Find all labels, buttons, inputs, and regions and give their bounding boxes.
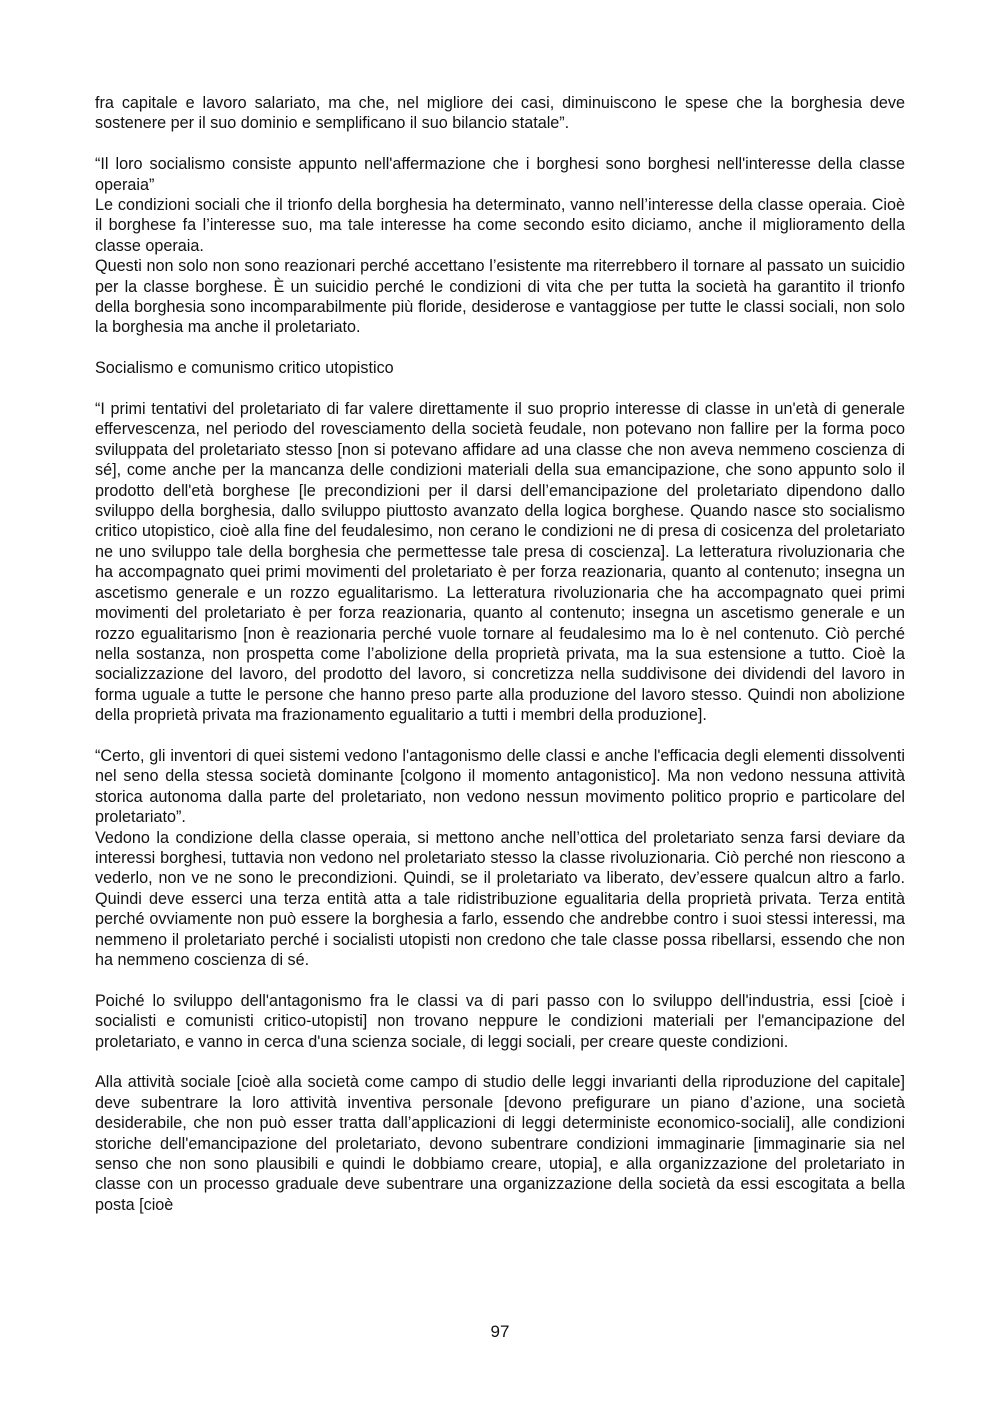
section-heading: Socialismo e comunismo critico utopistico (95, 359, 394, 378)
paragraph-gap (95, 134, 905, 154)
paragraph-gap (95, 1052, 905, 1072)
paragraph-gap (95, 726, 905, 746)
paragraph: Poiché lo sviluppo dell'antagonismo fra le classi va di pari passo con lo sviluppo dell'industria, essi [cioè i socialisti e comunisti critico-utopisti] non trovano neppure le condizioni materiali per l'emancipazione del proletariato, e vanno in cerca d'una scienza sociale, di leggi sociali, per creare queste condizioni. (95, 991, 905, 1051)
page-number: 97 (490, 1322, 510, 1341)
paragraph: Vedono la condizione della classe operaia, si mettono anche nell’ottica del proletariato senza farsi deviare da interessi borghesi, tuttavia non vedono nel proletariato stesso la classe rivoluzionaria. Ciò perché non riescono a vederlo, non ve ne sono le precondizioni. Quindi, se il proletariato va liberato, dev’essere qualcun altro a farlo. Quindi deve esserci una terza entità atta a tale ridistribuzione egualitaria della proprietà privata. Terza entità perché ovviamente non può essere la borghesia a farlo, essendo che andrebbe contro i suoi stessi interessi, ma nemmeno il proletariato perché i socialisti utopisti non credono che tale classe possa ribellarsi, essendo che non ha nemmeno coscienza di sé. (95, 828, 905, 969)
paragraph: Le condizioni sociali che il trionfo della borghesia ha determinato, vanno nell’interesse della classe operaia. Cioè il borghese fa l’interesse suo, ma tale interesse ha come secondo esito diciamo, anche il miglioramento della classe operaia. (95, 196, 905, 255)
quote-paragraph: “Il loro socialismo consiste appunto nell'affermazione che i borghesi sono borghesi nell'interesse della classe operaia” (95, 155, 905, 194)
page-body (95, 93, 905, 1215)
quote-paragraph: “Certo, gli inventori di quei sistemi vedono l'antagonismo delle classi e anche l'efficacia degli elementi dissolventi nel seno della stessa società dominante [colgono il momento antagonistico]. Ma non vedono nessuna attività storica autonoma dalla parte del proletariato, non vedono nessun movimento politico proprio e particolare del proletariato”. (95, 746, 905, 827)
paragraph-gap (95, 970, 905, 990)
paragraph: fra capitale e lavoro salariato, ma che, nel migliore dei casi, diminuiscono le spese che la borghesia deve sostenere per il suo dominio e semplificano il suo bilancio statale”. (95, 94, 905, 133)
paragraph: Alla attività sociale [cioè alla società come campo di studio delle leggi invarianti della riproduzione del capitale] deve subentrare la loro attività inventiva personale [devono prefigurare un piano d’azione, una società desiderabile, che non può esser tratta dall’applicazioni di leggi deterministe economico-sociali], alle condizioni storiche dell'emancipazione del proletariato, devono subentrare condizioni immaginarie [immaginarie sia nel senso che non sono plausibili e quindi le dobbiamo creare, utopia], e alla organizzazione del proletariato in classe con un processo graduale deve subentrare una organizzazione della società da essi escogitata a bella posta [cioè (95, 1073, 905, 1214)
quote-paragraph: “I primi tentativi del proletariato di far valere direttamente il suo proprio interesse di classe in un'età di generale effervescenza, nel periodo del rovesciamento della società feudale, non potevano non fallire per la forma poco sviluppata del proletariato stesso [non si potevano affidare ad una classe che non aveva nemmeno coscienza di sé], come anche per la mancanza delle condizioni materiali della sua emancipazione, che sono appunto solo il prodotto dell'età borghese [le precondizioni per il darsi dell’emancipazione del proletariato dipendono dallo sviluppo della borghesia, dallo sviluppo piuttosto avanzato della logica borghese. Quando nasce sto socialismo critico utopistico, cioè alla fine del feudalesimo, non cerano le condizioni ne di presa di cosicenza del proletariato ne uno sviluppo tale della borghesia che permettesse tale presa di coscienza]. La letteratura rivoluzionaria che ha accompagnato quei primi movimenti del proletariato è per forza reazionaria, quanto al contenuto; insegna un ascetismo generale e un rozzo egualitarismo. La letteratura rivoluzionaria che ha accompagnato quei primi movimenti del proletariato è per forza reazionaria, quanto al contenuto; insegna un ascetismo generale e un rozzo egualitarismo [non è reazionaria perché vuole tornare al feudalesimo ma lo è nel contenuto. Ciò perché nella sostanza, non prospetta come l’abolizione della proprietà privata, ma la sua estensione a tutto. Cioè la socializzazione del lavoro, del prodotto del lavoro, si concretizza nella suddivisone dei dividendi del lavoro in forma uguale a tutte le persone che hanno preso parte alla produzione del lavoro stesso. Quindi non abolizione della proprietà privata ma frazionamento egualitario a tutti i membri della produzione]. (95, 400, 905, 725)
paragraph-gap (95, 379, 905, 399)
paragraph-gap (95, 338, 905, 358)
paragraph: Questi non solo non sono reazionari perché accettano l’esistente ma riterrebbero il tornare al passato un suicidio per la classe borghese. È un suicidio perché le condizioni di vita che per tutta la società ha garantito il trionfo della borghesia sono incomparabilmente più floride, desiderose e vantaggiose per tutte le classi sociali, non solo la borghesia ma anche il proletariato. (95, 257, 905, 337)
